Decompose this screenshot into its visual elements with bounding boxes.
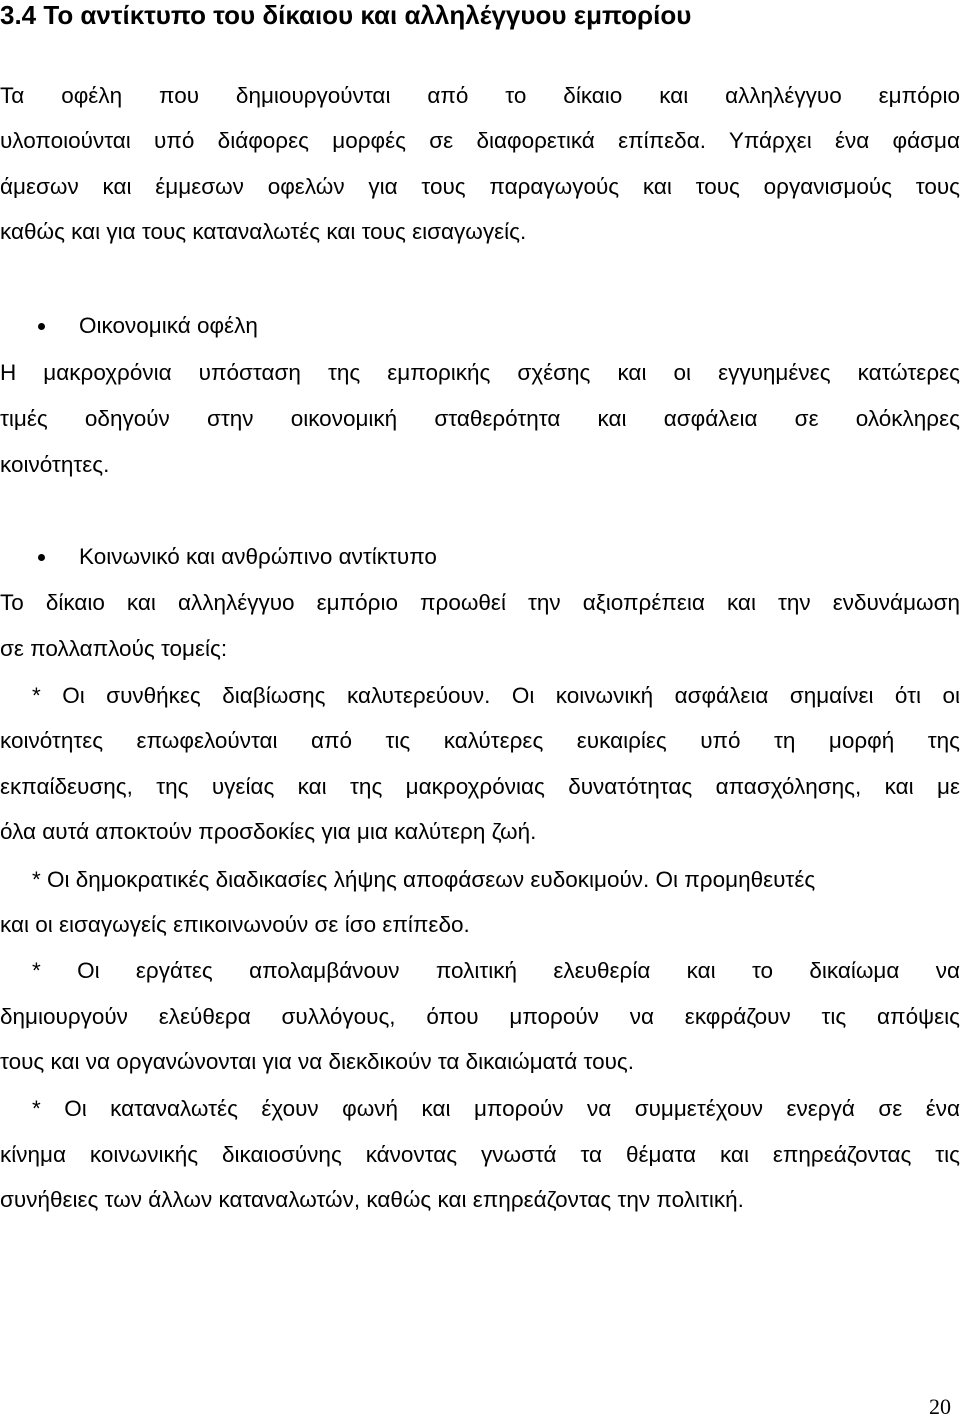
bullet-dot-icon xyxy=(38,323,45,330)
paragraph-line: και οι εισαγωγείς επικοινωνούν σε ίσο επίπεδο. xyxy=(0,912,470,937)
bullet-label: Οικονομικά οφέλη xyxy=(79,313,258,338)
paragraph-line: κίνημα κοινωνικής δικαιοσύνης κάνοντας γνωστά τα θέματα και επηρεάζοντας τις xyxy=(0,1142,960,1167)
bullet-label: Κοινωνικό και ανθρώπινο αντίκτυπο xyxy=(79,544,437,569)
paragraph-line: Τα οφέλη που δημιουργούνται από το δίκαιο και αλληλέγγυο εμπόριο xyxy=(0,83,960,108)
paragraph-line: * Οι συνθήκες διαβίωσης καλυτερεύουν. Οι κοινωνική ασφάλεια σημαίνει ότι οι xyxy=(32,683,960,708)
page-number: 20 xyxy=(929,1394,951,1419)
bullet-item-social xyxy=(0,541,960,573)
paragraph-line: όλα αυτά αποκτούν προσδοκίες για μια καλύτερη ζωή. xyxy=(0,819,537,844)
bullet-item-economic xyxy=(0,310,960,342)
bullet-dot-icon xyxy=(38,554,45,561)
paragraph-line: άμεσων και έμμεσων οφελών για τους παραγωγούς και τους οργανισμούς τους xyxy=(0,174,960,199)
paragraph-line: υλοποιούνται υπό διάφορες μορφές σε διαφορετικά επίπεδα. Υπάρχει ένα φάσμα xyxy=(0,128,960,153)
paragraph-line: * Οι εργάτες απολαμβάνουν πολιτική ελευθερία και το δικαίωμα να xyxy=(32,958,960,983)
paragraph-line: σε πολλαπλούς τομείς: xyxy=(0,636,228,661)
paragraph-line: καθώς και για τους καταναλωτές και τους εισαγωγείς. xyxy=(0,219,527,244)
paragraph-line: τιμές οδηγούν στην οικονομική σταθερότητα και ασφάλεια σε ολόκληρες xyxy=(0,406,960,431)
paragraph-line: δημιουργούν ελεύθερα συλλόγους, όπου μπορούν να εκφράζουν τις απόψεις xyxy=(0,1004,960,1029)
paragraph-line: Το δίκαιο και αλληλέγγυο εμπόριο προωθεί την αξιοπρέπεια και την ενδυνάμωση xyxy=(0,590,960,615)
paragraph-line: κοινότητες. xyxy=(0,452,110,477)
paragraph-line: εκπαίδευσης, της υγείας και της μακροχρόνιας δυνατότητας απασχόλησης, και με xyxy=(0,774,960,799)
paragraph-line: * Οι δημοκρατικές διαδικασίες λήψης αποφάσεων ευδοκιμούν. Οι προμηθευτές xyxy=(32,867,816,892)
paragraph-line: κοινότητες επωφελούνται από τις καλύτερες ευκαιρίες υπό τη μορφή της xyxy=(0,728,960,753)
section-heading: 3.4 Το αντίκτυπο του δίκαιου και αλληλέγγυου εμπορίου xyxy=(0,0,692,30)
paragraph-line: Η μακροχρόνια υπόσταση της εμπορικής σχέσης και οι εγγυημένες κατώτερες xyxy=(0,360,960,385)
paragraph-line: συνήθειες των άλλων καταναλωτών, καθώς και επηρεάζοντας την πολιτική. xyxy=(0,1187,744,1212)
paragraph-line: τους και να οργανώνονται για να διεκδικούν τα δικαιώματά τους. xyxy=(0,1049,634,1074)
paragraph-line: * Οι καταναλωτές έχουν φωνή και μπορούν να συμμετέχουν ενεργά σε ένα xyxy=(32,1096,960,1121)
